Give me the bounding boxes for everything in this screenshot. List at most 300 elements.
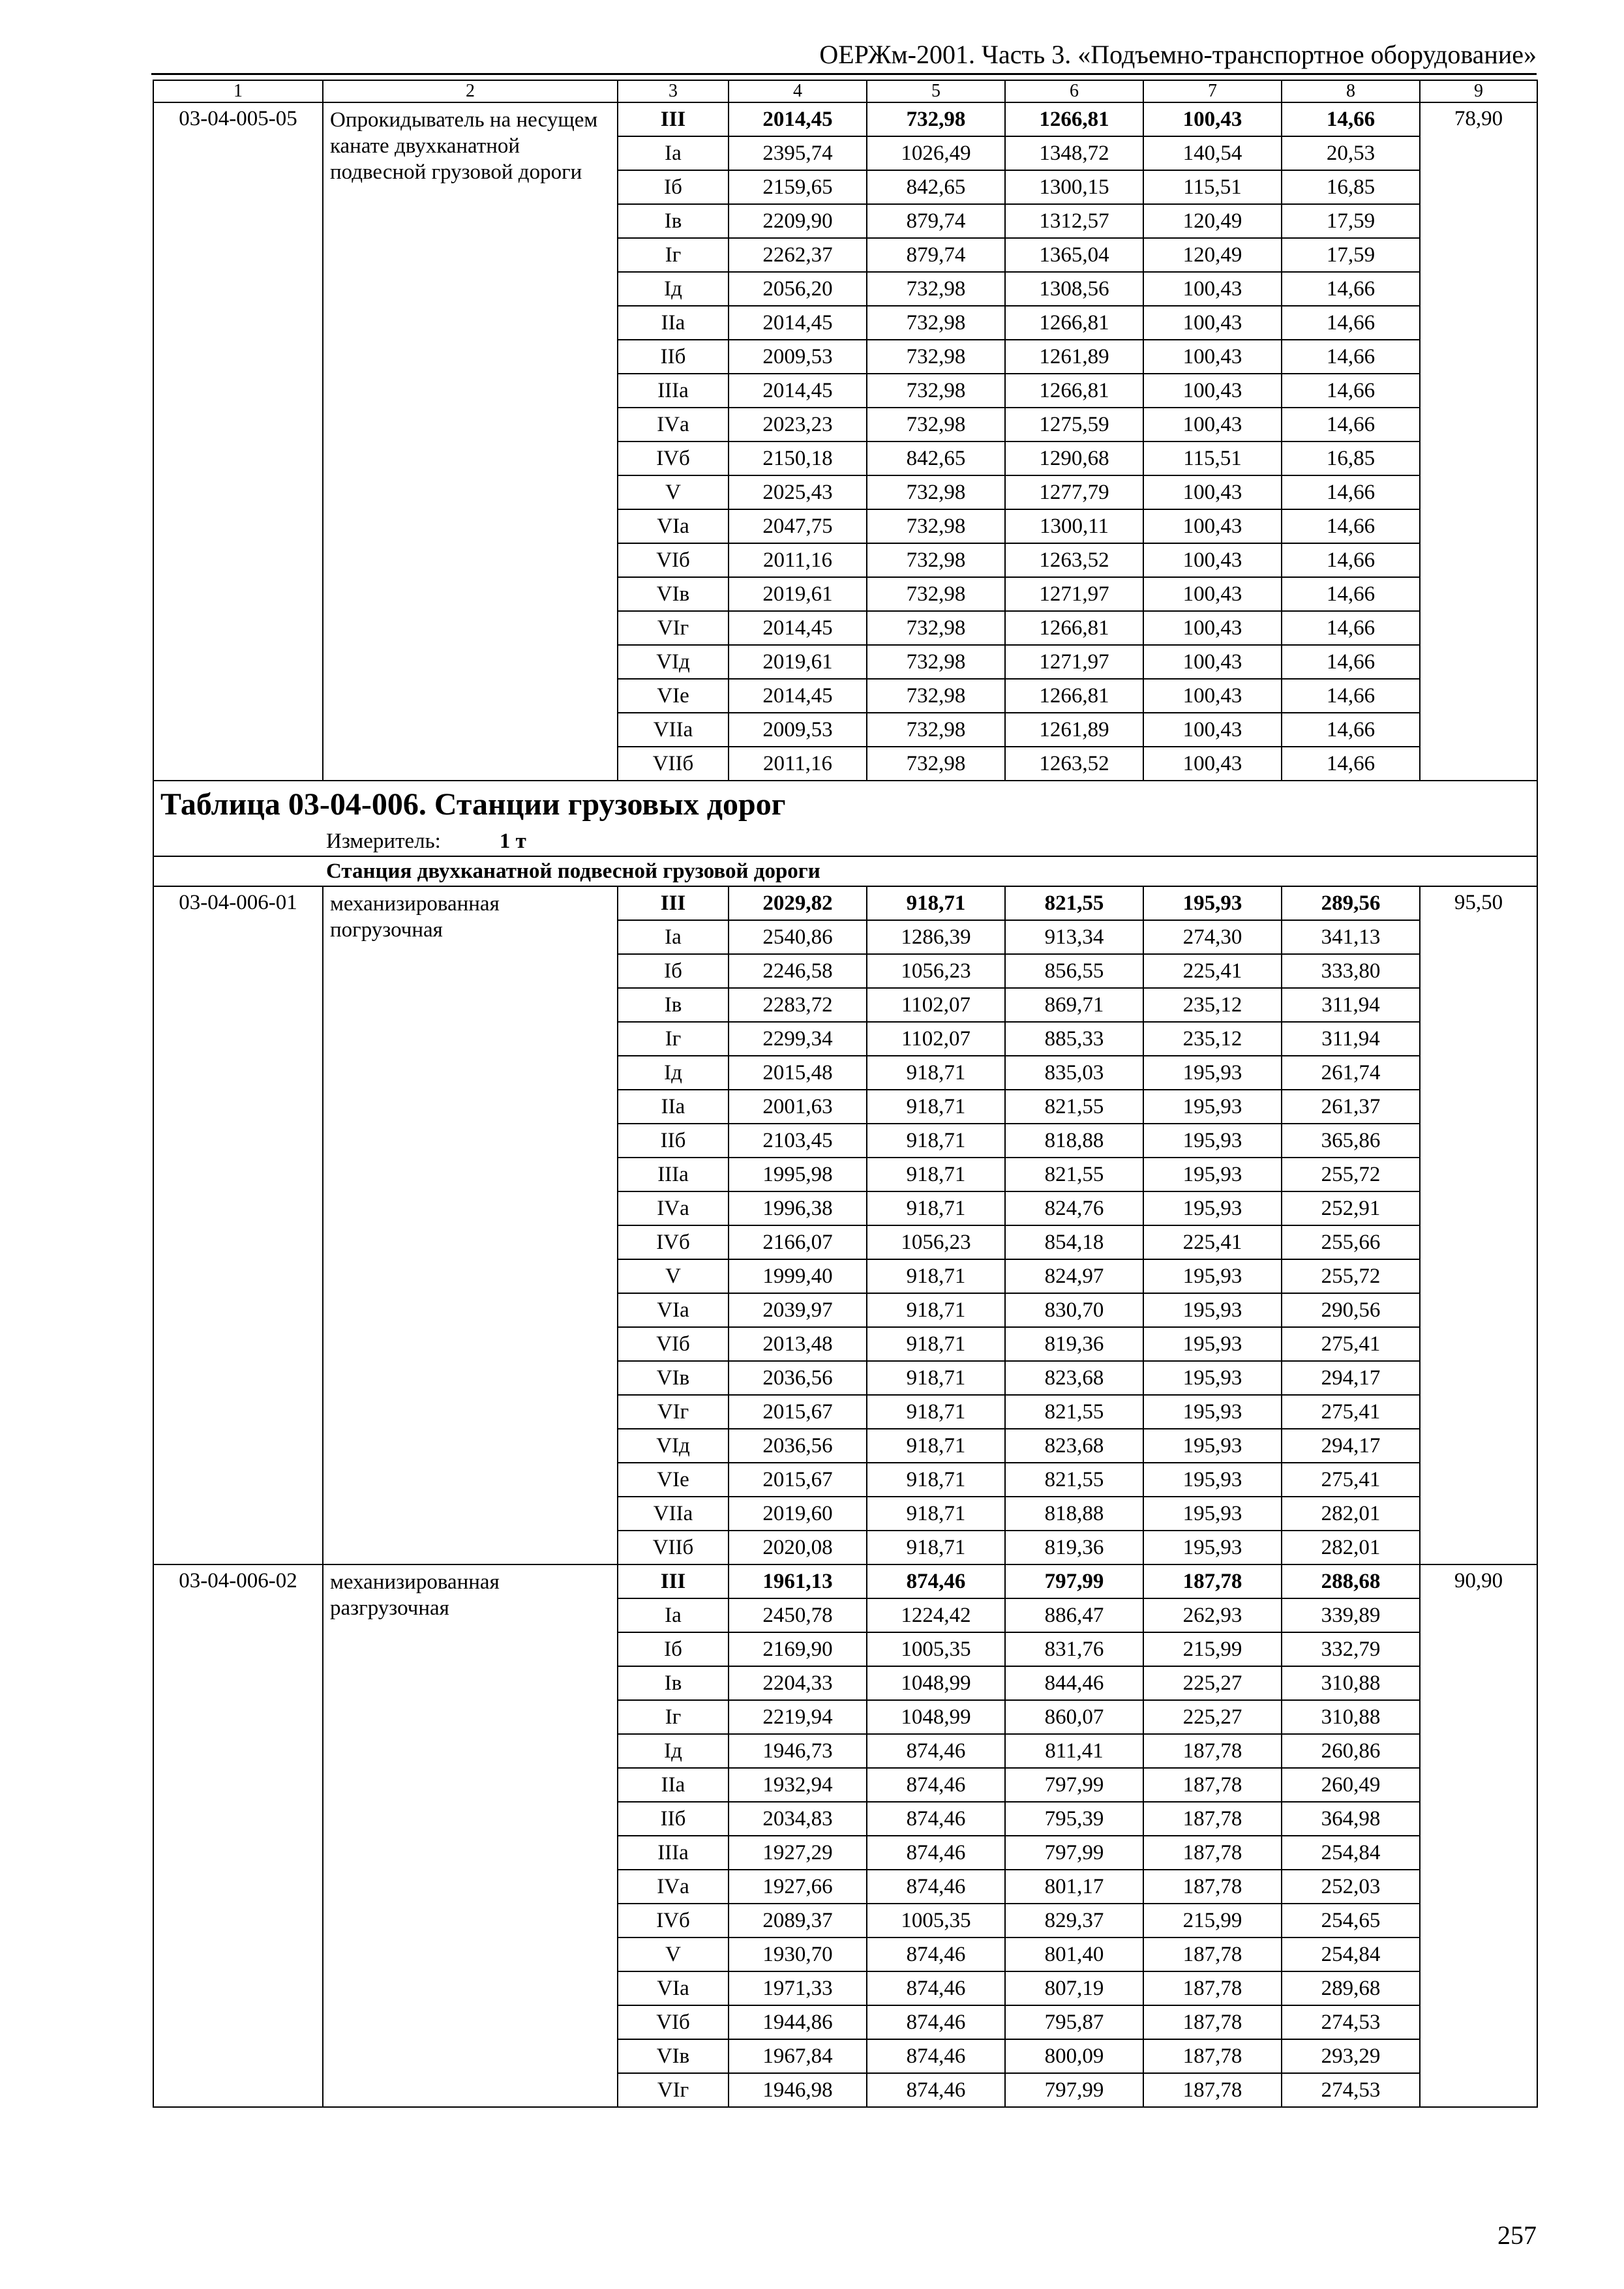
- value-cell: 274,30: [1143, 920, 1282, 954]
- unit-label: Измеритель:: [326, 829, 441, 853]
- value-cell: 1308,56: [1005, 272, 1143, 306]
- value-cell: 187,78: [1143, 2005, 1282, 2039]
- region-variant: VIIа: [618, 713, 729, 747]
- value-cell: 187,78: [1143, 2073, 1282, 2107]
- value-cell: 2025,43: [729, 475, 867, 509]
- region-variant: IVб: [618, 441, 729, 475]
- value-cell: 100,43: [1143, 272, 1282, 306]
- value-cell: 1266,81: [1005, 306, 1143, 340]
- value-cell: 195,93: [1143, 1361, 1282, 1395]
- region-variant: Iг: [618, 238, 729, 272]
- region-variant: IIIа: [618, 374, 729, 408]
- value-cell: 885,33: [1005, 1022, 1143, 1056]
- value-cell: 195,93: [1143, 1395, 1282, 1429]
- item-name: Опрокидыватель на несущем канате двухканатной подвесной грузовой дороги: [323, 102, 618, 781]
- value-cell: 341,13: [1282, 920, 1420, 954]
- item-name: механизированная погрузочная: [323, 886, 618, 1564]
- value-cell: 918,71: [867, 1056, 1005, 1090]
- value-cell: 187,78: [1143, 1870, 1282, 1904]
- value-cell: 1348,72: [1005, 136, 1143, 170]
- column-number: 6: [1005, 80, 1143, 102]
- region-variant: Iг: [618, 1022, 729, 1056]
- column-number: 3: [618, 80, 729, 102]
- value-cell: 2019,61: [729, 577, 867, 611]
- value-cell: 100,43: [1143, 374, 1282, 408]
- value-cell: 874,46: [867, 1802, 1005, 1836]
- value-cell: 187,78: [1143, 1768, 1282, 1802]
- value-cell: 795,87: [1005, 2005, 1143, 2039]
- value-cell: 797,99: [1005, 1836, 1143, 1870]
- value-cell: 732,98: [867, 102, 1005, 136]
- value-cell: 879,74: [867, 238, 1005, 272]
- value-cell: 797,99: [1005, 1768, 1143, 1802]
- value-cell: 1932,94: [729, 1768, 867, 1802]
- region-variant: V: [618, 1259, 729, 1293]
- value-cell: 918,71: [867, 1293, 1005, 1327]
- item-code: 03-04-005-05: [153, 102, 323, 781]
- unit-line: [153, 827, 1537, 856]
- value-cell: 2015,67: [729, 1395, 867, 1429]
- value-cell: 1927,29: [729, 1836, 867, 1870]
- value-cell: 2089,37: [729, 1904, 867, 1937]
- value-cell: 918,71: [867, 1429, 1005, 1463]
- value-cell: 20,53: [1282, 136, 1420, 170]
- value-cell: 918,71: [867, 1090, 1005, 1124]
- value-cell: 732,98: [867, 543, 1005, 577]
- region-variant: VIд: [618, 1429, 729, 1463]
- value-cell: 913,34: [1005, 920, 1143, 954]
- column-number: 8: [1282, 80, 1420, 102]
- region-variant: Iа: [618, 1598, 729, 1632]
- value-cell: 2014,45: [729, 374, 867, 408]
- region-variant: IIа: [618, 306, 729, 340]
- value-cell: 918,71: [867, 1327, 1005, 1361]
- value-cell: 821,55: [1005, 1158, 1143, 1191]
- value-cell: 195,93: [1143, 1293, 1282, 1327]
- value-cell: 100,43: [1143, 102, 1282, 136]
- column-9-value: 95,50: [1420, 886, 1537, 1564]
- value-cell: 282,01: [1282, 1497, 1420, 1531]
- region-variant: III: [618, 102, 729, 136]
- value-cell: 100,43: [1143, 543, 1282, 577]
- value-cell: 100,43: [1143, 408, 1282, 441]
- value-cell: 732,98: [867, 713, 1005, 747]
- value-cell: 1927,66: [729, 1870, 867, 1904]
- value-cell: 732,98: [867, 340, 1005, 374]
- value-cell: 2209,90: [729, 204, 867, 238]
- value-cell: 1996,38: [729, 1191, 867, 1225]
- region-variant: VIе: [618, 1463, 729, 1497]
- value-cell: 225,41: [1143, 1225, 1282, 1259]
- value-cell: 732,98: [867, 577, 1005, 611]
- region-variant: IIIа: [618, 1836, 729, 1870]
- value-cell: 1266,81: [1005, 679, 1143, 713]
- value-cell: 860,07: [1005, 1700, 1143, 1734]
- value-cell: 261,37: [1282, 1090, 1420, 1124]
- value-cell: 874,46: [867, 1870, 1005, 1904]
- value-cell: 874,46: [867, 1768, 1005, 1802]
- value-cell: 856,55: [1005, 954, 1143, 988]
- value-cell: 1275,59: [1005, 408, 1143, 441]
- value-cell: 874,46: [867, 2005, 1005, 2039]
- value-cell: 255,66: [1282, 1225, 1420, 1259]
- value-cell: 918,71: [867, 1531, 1005, 1564]
- value-cell: 14,66: [1282, 306, 1420, 340]
- region-variant: III: [618, 1564, 729, 1598]
- value-cell: 140,54: [1143, 136, 1282, 170]
- value-cell: 2039,97: [729, 1293, 867, 1327]
- region-variant: VIIа: [618, 1497, 729, 1531]
- region-variant: Iд: [618, 1056, 729, 1090]
- region-variant: IVб: [618, 1904, 729, 1937]
- table-row: [153, 1564, 1537, 1598]
- column-number: 9: [1420, 80, 1537, 102]
- value-cell: 874,46: [867, 2073, 1005, 2107]
- value-cell: 254,65: [1282, 1904, 1420, 1937]
- value-cell: 1026,49: [867, 136, 1005, 170]
- value-cell: 1056,23: [867, 954, 1005, 988]
- value-cell: 2056,20: [729, 272, 867, 306]
- region-variant: VIд: [618, 645, 729, 679]
- value-cell: 844,46: [1005, 1666, 1143, 1700]
- value-cell: 732,98: [867, 306, 1005, 340]
- value-cell: 829,37: [1005, 1904, 1143, 1937]
- value-cell: 1946,98: [729, 2073, 867, 2107]
- value-cell: 2395,74: [729, 136, 867, 170]
- region-variant: IVа: [618, 1870, 729, 1904]
- value-cell: 14,66: [1282, 475, 1420, 509]
- value-cell: 100,43: [1143, 306, 1282, 340]
- page-number: 257: [1497, 2221, 1537, 2250]
- region-variant: V: [618, 475, 729, 509]
- value-cell: 732,98: [867, 611, 1005, 645]
- value-cell: 100,43: [1143, 611, 1282, 645]
- region-variant: IIа: [618, 1090, 729, 1124]
- value-cell: 732,98: [867, 645, 1005, 679]
- value-cell: 1277,79: [1005, 475, 1143, 509]
- value-cell: 824,76: [1005, 1191, 1143, 1225]
- value-cell: 255,72: [1282, 1158, 1420, 1191]
- item-name: механизированная разгрузочная: [323, 1564, 618, 2107]
- value-cell: 333,80: [1282, 954, 1420, 988]
- value-cell: 1102,07: [867, 1022, 1005, 1056]
- region-variant: V: [618, 1937, 729, 1971]
- value-cell: 290,56: [1282, 1293, 1420, 1327]
- value-cell: 819,36: [1005, 1531, 1143, 1564]
- value-cell: 14,66: [1282, 102, 1420, 136]
- value-cell: 2019,61: [729, 645, 867, 679]
- value-cell: 1930,70: [729, 1937, 867, 1971]
- value-cell: 1944,86: [729, 2005, 867, 2039]
- value-cell: 869,71: [1005, 988, 1143, 1022]
- value-cell: 2150,18: [729, 441, 867, 475]
- value-cell: 1266,81: [1005, 611, 1143, 645]
- region-variant: VIе: [618, 679, 729, 713]
- value-cell: 17,59: [1282, 238, 1420, 272]
- subheader-row: [153, 856, 1537, 886]
- region-variant: VIв: [618, 2039, 729, 2073]
- value-cell: 289,56: [1282, 886, 1420, 920]
- value-cell: 100,43: [1143, 679, 1282, 713]
- column-9-value: 90,90: [1420, 1564, 1537, 2107]
- region-variant: VIа: [618, 1971, 729, 2005]
- value-cell: 252,03: [1282, 1870, 1420, 1904]
- value-cell: 1290,68: [1005, 441, 1143, 475]
- value-cell: 821,55: [1005, 1090, 1143, 1124]
- region-variant: VIIб: [618, 1531, 729, 1564]
- value-cell: 2299,34: [729, 1022, 867, 1056]
- value-cell: 823,68: [1005, 1361, 1143, 1395]
- region-variant: IVа: [618, 1191, 729, 1225]
- value-cell: 275,41: [1282, 1463, 1420, 1497]
- value-cell: 14,66: [1282, 374, 1420, 408]
- value-cell: 2014,45: [729, 102, 867, 136]
- value-cell: 1967,84: [729, 2039, 867, 2073]
- region-variant: III: [618, 886, 729, 920]
- value-cell: 732,98: [867, 679, 1005, 713]
- value-cell: 811,41: [1005, 1734, 1143, 1768]
- value-cell: 14,66: [1282, 577, 1420, 611]
- value-cell: 120,49: [1143, 204, 1282, 238]
- column-number: 5: [867, 80, 1005, 102]
- value-cell: 874,46: [867, 2039, 1005, 2073]
- value-cell: 918,71: [867, 1395, 1005, 1429]
- value-cell: 187,78: [1143, 1937, 1282, 1971]
- value-cell: 842,65: [867, 170, 1005, 204]
- value-cell: 1286,39: [867, 920, 1005, 954]
- value-cell: 100,43: [1143, 475, 1282, 509]
- value-cell: 14,66: [1282, 543, 1420, 577]
- value-cell: 1266,81: [1005, 102, 1143, 136]
- header-rule: [151, 73, 1537, 75]
- value-cell: 294,17: [1282, 1429, 1420, 1463]
- value-cell: 2166,07: [729, 1225, 867, 1259]
- value-cell: 2036,56: [729, 1429, 867, 1463]
- value-cell: 195,93: [1143, 1191, 1282, 1225]
- value-cell: 842,65: [867, 441, 1005, 475]
- value-cell: 115,51: [1143, 170, 1282, 204]
- region-variant: VIб: [618, 543, 729, 577]
- value-cell: 918,71: [867, 1259, 1005, 1293]
- value-cell: 918,71: [867, 1191, 1005, 1225]
- value-cell: 795,39: [1005, 1802, 1143, 1836]
- table-subheader: Станция двухканатной подвесной грузовой дороги: [153, 856, 1537, 886]
- value-cell: 235,12: [1143, 1022, 1282, 1056]
- value-cell: 195,93: [1143, 1497, 1282, 1531]
- value-cell: 187,78: [1143, 1734, 1282, 1768]
- value-cell: 2029,82: [729, 886, 867, 920]
- value-cell: 2450,78: [729, 1598, 867, 1632]
- value-cell: 288,68: [1282, 1564, 1420, 1598]
- value-cell: 830,70: [1005, 1293, 1143, 1327]
- value-cell: 1300,11: [1005, 509, 1143, 543]
- value-cell: 120,49: [1143, 238, 1282, 272]
- value-cell: 886,47: [1005, 1598, 1143, 1632]
- value-cell: 115,51: [1143, 441, 1282, 475]
- value-cell: 1266,81: [1005, 374, 1143, 408]
- value-cell: 195,93: [1143, 1463, 1282, 1497]
- column-9-value: 78,90: [1420, 102, 1537, 781]
- value-cell: 282,01: [1282, 1531, 1420, 1564]
- value-cell: 2009,53: [729, 340, 867, 374]
- value-cell: 1961,13: [729, 1564, 867, 1598]
- value-cell: 262,93: [1143, 1598, 1282, 1632]
- value-cell: 339,89: [1282, 1598, 1420, 1632]
- value-cell: 14,66: [1282, 509, 1420, 543]
- region-variant: VIг: [618, 2073, 729, 2107]
- table-row: [153, 102, 1537, 136]
- value-cell: 732,98: [867, 747, 1005, 781]
- value-cell: 2023,23: [729, 408, 867, 441]
- value-cell: 824,97: [1005, 1259, 1143, 1293]
- value-cell: 14,66: [1282, 645, 1420, 679]
- value-cell: 1261,89: [1005, 340, 1143, 374]
- value-cell: 195,93: [1143, 1124, 1282, 1158]
- value-cell: 874,46: [867, 1836, 1005, 1870]
- value-cell: 2219,94: [729, 1700, 867, 1734]
- item-code: 03-04-006-02: [153, 1564, 323, 2107]
- value-cell: 16,85: [1282, 441, 1420, 475]
- value-cell: 2283,72: [729, 988, 867, 1022]
- value-cell: 187,78: [1143, 1564, 1282, 1598]
- value-cell: 1312,57: [1005, 204, 1143, 238]
- value-cell: 274,53: [1282, 2073, 1420, 2107]
- value-cell: 918,71: [867, 1497, 1005, 1531]
- value-cell: 732,98: [867, 509, 1005, 543]
- value-cell: 1946,73: [729, 1734, 867, 1768]
- item-code: 03-04-006-01: [153, 886, 323, 1564]
- value-cell: 364,98: [1282, 1802, 1420, 1836]
- value-cell: 195,93: [1143, 1429, 1282, 1463]
- value-cell: 874,46: [867, 1971, 1005, 2005]
- value-cell: 2540,86: [729, 920, 867, 954]
- value-cell: 1261,89: [1005, 713, 1143, 747]
- value-cell: 1005,35: [867, 1632, 1005, 1666]
- page-header: ОЕРЖм-2001. Часть 3. «Подъемно-транспортное оборудование»: [819, 40, 1537, 69]
- value-cell: 1365,04: [1005, 238, 1143, 272]
- value-cell: 310,88: [1282, 1666, 1420, 1700]
- value-cell: 289,68: [1282, 1971, 1420, 2005]
- region-variant: IIб: [618, 340, 729, 374]
- value-cell: 195,93: [1143, 1158, 1282, 1191]
- value-cell: 2014,45: [729, 679, 867, 713]
- value-cell: 195,93: [1143, 886, 1282, 920]
- value-cell: 1224,42: [867, 1598, 1005, 1632]
- region-variant: Iд: [618, 1734, 729, 1768]
- value-cell: 2047,75: [729, 509, 867, 543]
- value-cell: 100,43: [1143, 509, 1282, 543]
- region-variant: Iб: [618, 1632, 729, 1666]
- value-cell: 2103,45: [729, 1124, 867, 1158]
- value-cell: 1263,52: [1005, 543, 1143, 577]
- column-number: 4: [729, 80, 867, 102]
- region-variant: IIб: [618, 1124, 729, 1158]
- value-cell: 918,71: [867, 1158, 1005, 1191]
- value-cell: 1999,40: [729, 1259, 867, 1293]
- value-cell: 801,40: [1005, 1937, 1143, 1971]
- value-cell: 365,86: [1282, 1124, 1420, 1158]
- value-cell: 2014,45: [729, 306, 867, 340]
- region-variant: VIб: [618, 1327, 729, 1361]
- value-cell: 874,46: [867, 1734, 1005, 1768]
- region-variant: VIа: [618, 1293, 729, 1327]
- value-cell: 252,91: [1282, 1191, 1420, 1225]
- value-cell: 311,94: [1282, 988, 1420, 1022]
- value-cell: 1971,33: [729, 1971, 867, 2005]
- region-variant: IVб: [618, 1225, 729, 1259]
- value-cell: 1995,98: [729, 1158, 867, 1191]
- value-cell: 254,84: [1282, 1937, 1420, 1971]
- value-cell: 835,03: [1005, 1056, 1143, 1090]
- table-row: [153, 886, 1537, 920]
- value-cell: 918,71: [867, 1124, 1005, 1158]
- value-cell: 1048,99: [867, 1700, 1005, 1734]
- value-cell: 874,46: [867, 1937, 1005, 1971]
- value-cell: 2034,83: [729, 1802, 867, 1836]
- value-cell: 819,36: [1005, 1327, 1143, 1361]
- value-cell: 874,46: [867, 1564, 1005, 1598]
- value-cell: 254,84: [1282, 1836, 1420, 1870]
- region-variant: VIIб: [618, 747, 729, 781]
- unit-row: [153, 827, 1537, 856]
- value-cell: 1102,07: [867, 988, 1005, 1022]
- value-cell: 311,94: [1282, 1022, 1420, 1056]
- column-number: 7: [1143, 80, 1282, 102]
- value-cell: 2262,37: [729, 238, 867, 272]
- region-variant: VIв: [618, 577, 729, 611]
- region-variant: IVа: [618, 408, 729, 441]
- value-cell: 823,68: [1005, 1429, 1143, 1463]
- region-variant: Iв: [618, 988, 729, 1022]
- region-variant: Iв: [618, 204, 729, 238]
- value-cell: 100,43: [1143, 747, 1282, 781]
- value-cell: 2246,58: [729, 954, 867, 988]
- value-cell: 1300,15: [1005, 170, 1143, 204]
- value-cell: 14,66: [1282, 747, 1420, 781]
- value-cell: 100,43: [1143, 340, 1282, 374]
- value-cell: 14,66: [1282, 713, 1420, 747]
- value-cell: 918,71: [867, 1361, 1005, 1395]
- value-cell: 16,85: [1282, 170, 1420, 204]
- value-cell: 100,43: [1143, 645, 1282, 679]
- value-cell: 187,78: [1143, 1971, 1282, 2005]
- region-variant: VIв: [618, 1361, 729, 1395]
- value-cell: 14,66: [1282, 272, 1420, 306]
- value-cell: 918,71: [867, 1463, 1005, 1497]
- value-cell: 14,66: [1282, 679, 1420, 713]
- region-variant: IIб: [618, 1802, 729, 1836]
- region-variant: Iа: [618, 920, 729, 954]
- value-cell: 2011,16: [729, 543, 867, 577]
- unit-value: 1 т: [499, 829, 526, 853]
- value-cell: 732,98: [867, 272, 1005, 306]
- value-cell: 1048,99: [867, 1666, 1005, 1700]
- region-variant: Iв: [618, 1666, 729, 1700]
- value-cell: 1056,23: [867, 1225, 1005, 1259]
- value-cell: 255,72: [1282, 1259, 1420, 1293]
- region-variant: VIб: [618, 2005, 729, 2039]
- value-cell: 14,66: [1282, 611, 1420, 645]
- value-cell: 17,59: [1282, 204, 1420, 238]
- value-cell: 332,79: [1282, 1632, 1420, 1666]
- value-cell: 821,55: [1005, 886, 1143, 920]
- value-cell: 100,43: [1143, 577, 1282, 611]
- value-cell: 2036,56: [729, 1361, 867, 1395]
- value-cell: 195,93: [1143, 1259, 1282, 1293]
- value-cell: 801,17: [1005, 1870, 1143, 1904]
- value-cell: 1271,97: [1005, 645, 1143, 679]
- value-cell: 2015,67: [729, 1463, 867, 1497]
